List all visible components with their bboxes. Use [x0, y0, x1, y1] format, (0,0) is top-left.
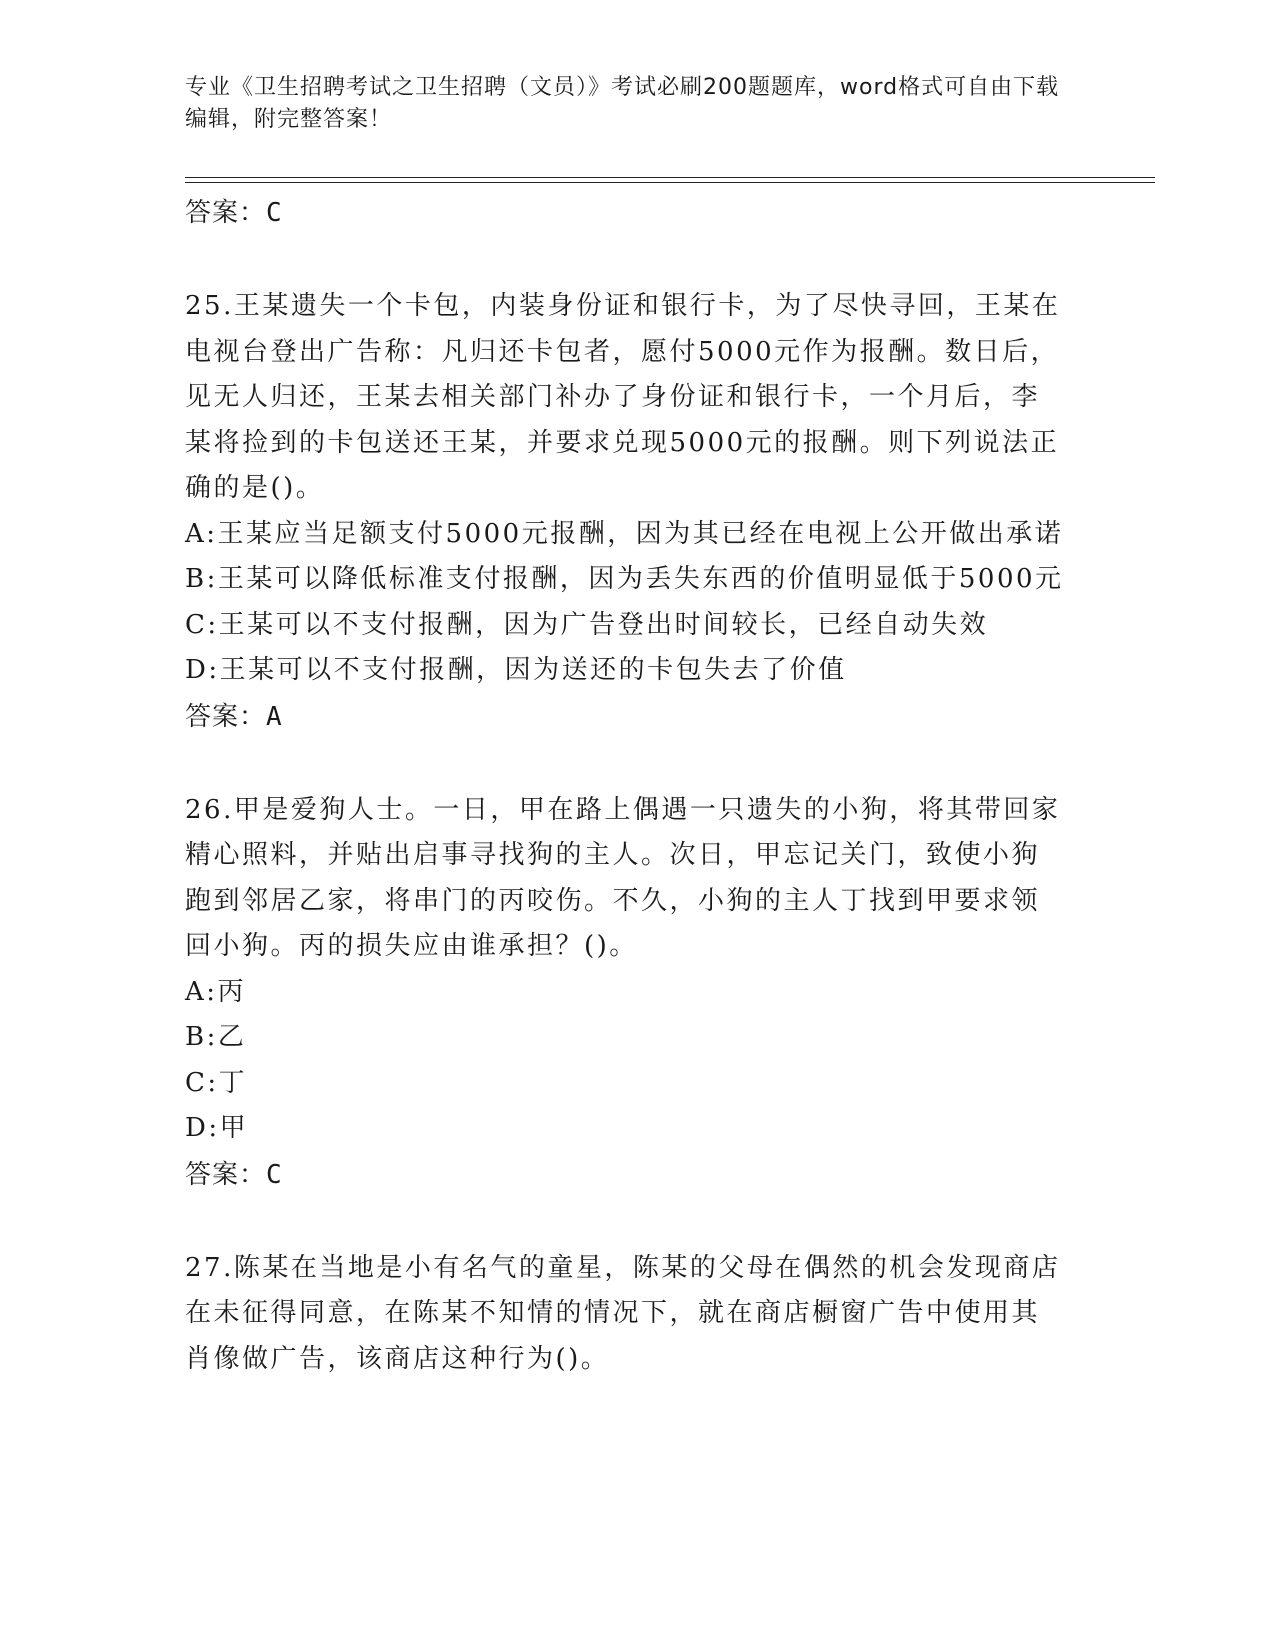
answer-label: 答案： — [185, 701, 267, 732]
document-body — [185, 190, 1065, 1382]
option-d: D:王某可以不支付报酬，因为送还的卡包失去了价值 — [185, 655, 847, 685]
question-stem: 25.王某遗失一个卡包，内装身份证和银行卡，为了尽快寻回，王某在电视台登出广告称：凡归还卡包者，愿付5000元作为报酬。数日后，见无人归还，王某去相关部门补办了身份证和银行卡，一个月后，李某将捡到的卡包送还王某，并要求兑现5000元的报酬。则下列说法正确的是()。 — [185, 291, 1061, 503]
answer-line — [185, 1152, 1065, 1198]
question-25 — [185, 284, 1065, 740]
option-a: A:丙 — [185, 976, 247, 1007]
answer-label: 答案： — [185, 198, 267, 228]
question-stem: 26.甲是爱狗人士。一日，甲在路上偶遇一只遗失的小狗，将其带回家精心照料，并贴出启事寻找狗的主人。次日，甲忘记关门，致使小狗跑到邻居乙家，将串门的丙咬伤。不久，小狗的主人丁找到甲要求领回小狗。丙的损失应由谁承担？()。 — [185, 794, 1061, 961]
option-a: A:王某应当足额支付5000元报酬，因为其已经在电视上公开做出承诺 — [185, 518, 1064, 549]
answer-value: C — [266, 198, 283, 228]
option-b: B:王某可以降低标准支付报酬，因为丢失东西的价值明显低于5000元 — [185, 564, 1064, 594]
answer-line — [185, 694, 1065, 740]
answer-value: A — [266, 701, 283, 732]
header-rule-bottom — [185, 182, 1155, 183]
header-rule-top — [185, 177, 1155, 178]
answer-line — [185, 190, 1065, 236]
question-stem: 27.陈某在当地是小有名气的童星，陈某的父母在偶然的机会发现商店在未征得同意，在陈某不知情的情况下，就在商店橱窗广告中使用其肖像做广告，该商店这种行为()。 — [185, 1252, 1061, 1374]
option-c: C:丁 — [185, 1067, 248, 1098]
option-b: B:乙 — [185, 1022, 247, 1052]
document-header: 专业《卫生招聘考试之卫生招聘（文员）》考试必刷200题题库，word格式可自由下载编辑，附完整答案！ — [185, 75, 1060, 132]
answer-label: 答案： — [185, 1159, 267, 1190]
question-26 — [185, 788, 1065, 1198]
option-c: C:王某可以不支付报酬，因为广告登出时间较长，已经自动失效 — [185, 609, 989, 640]
question-27 — [185, 1246, 1065, 1383]
option-d: D:甲 — [185, 1113, 249, 1143]
answer-value: C — [266, 1159, 283, 1190]
